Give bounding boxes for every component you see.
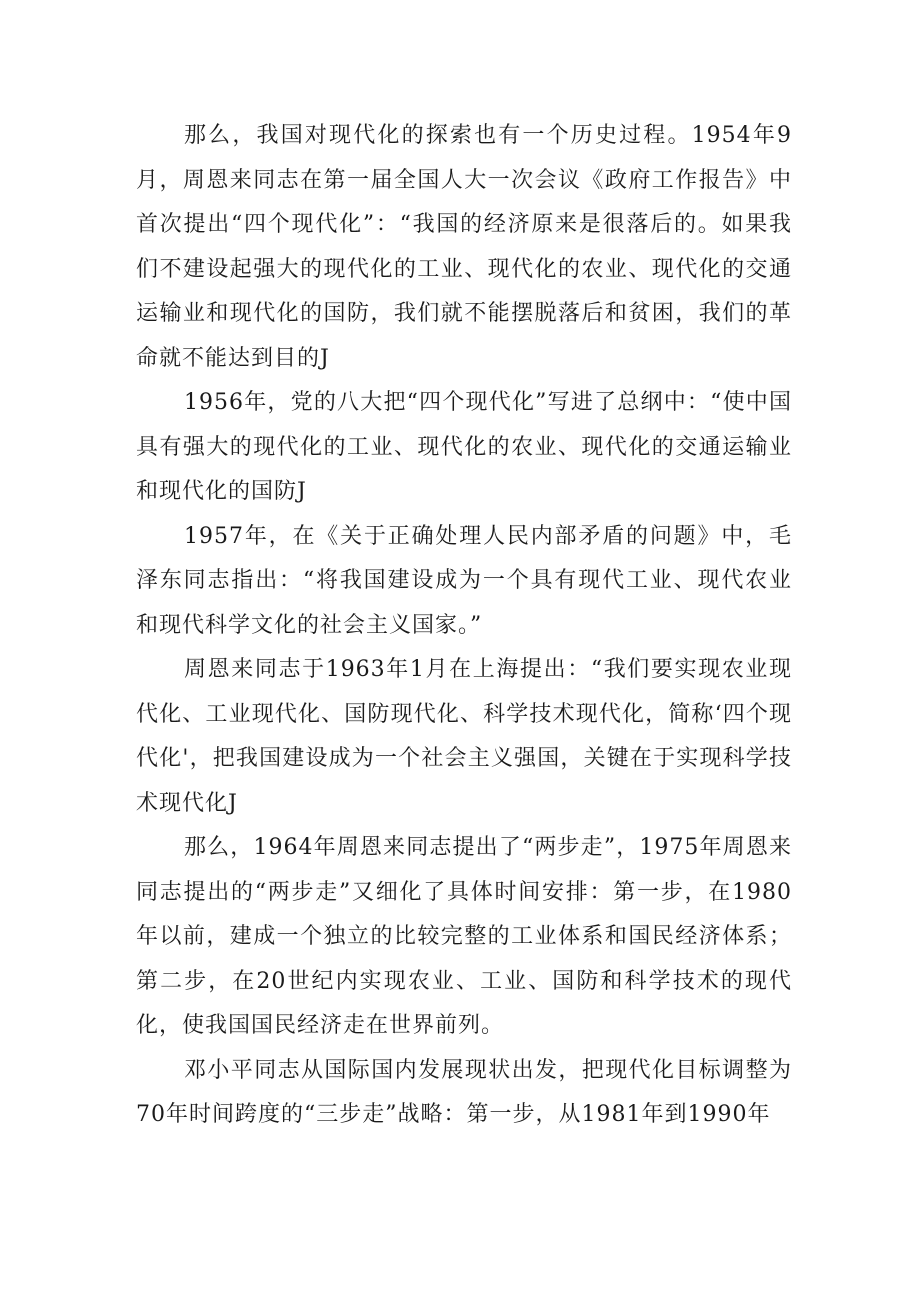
paragraph-3: 1957年，在《关于正确处理人民内部矛盾的问题》中，毛泽东同志指出：“将我国建设成为一个具有现代工业、现代农业和现代科学文化的社会主义国家。” (136, 523, 792, 638)
document-body (136, 114, 792, 1138)
paragraph-6: 邓小平同志从国际国内发展现状出发，把现代化目标调整为70年时间跨度的“三步走”战略：第一步，从1981年到1990年 (136, 1057, 792, 1127)
paragraph-4: 周恩来同志于1963年1月在上海提出：“我们要实现农业现代化、工业现代化、国防现代化、科学技术现代化，简称‘四个现代化'，把我国建设成为一个社会主义强国，关键在于实现科学技术现代化J (136, 657, 792, 816)
paragraph-2: 1956年，党的八大把“四个现代化”写进了总纲中：“使中国具有强大的现代化的工业、现代化的农业、现代化的交通运输业和现代化的国防J (136, 390, 792, 504)
paragraph-1: 那么，我国对现代化的探索也有一个历史过程。1954年9月，周恩来同志在第一届全国人大一次会议《政府工作报告》中首次提出“四个现代化”：“我国的经济原来是很落后的。如果我们不建设起强大的现代化的工业、现代化的农业、现代化的交通运输业和现代化的国防，我们就不能摆脱落后和贫困，我们的革命就不能达到目的J (136, 123, 792, 371)
paragraph-5: 那么，1964年周恩来同志提出了“两步走”，1975年周恩来同志提出的“两步走”又细化了具体时间安排：第一步，在1980年以前，建成一个独立的比较完整的工业体系和国民经济体系；第二步，在20世纪内实现农业、工业、国防和科学技术的现代化，使我国国民经济走在世界前列。 (136, 835, 792, 1038)
